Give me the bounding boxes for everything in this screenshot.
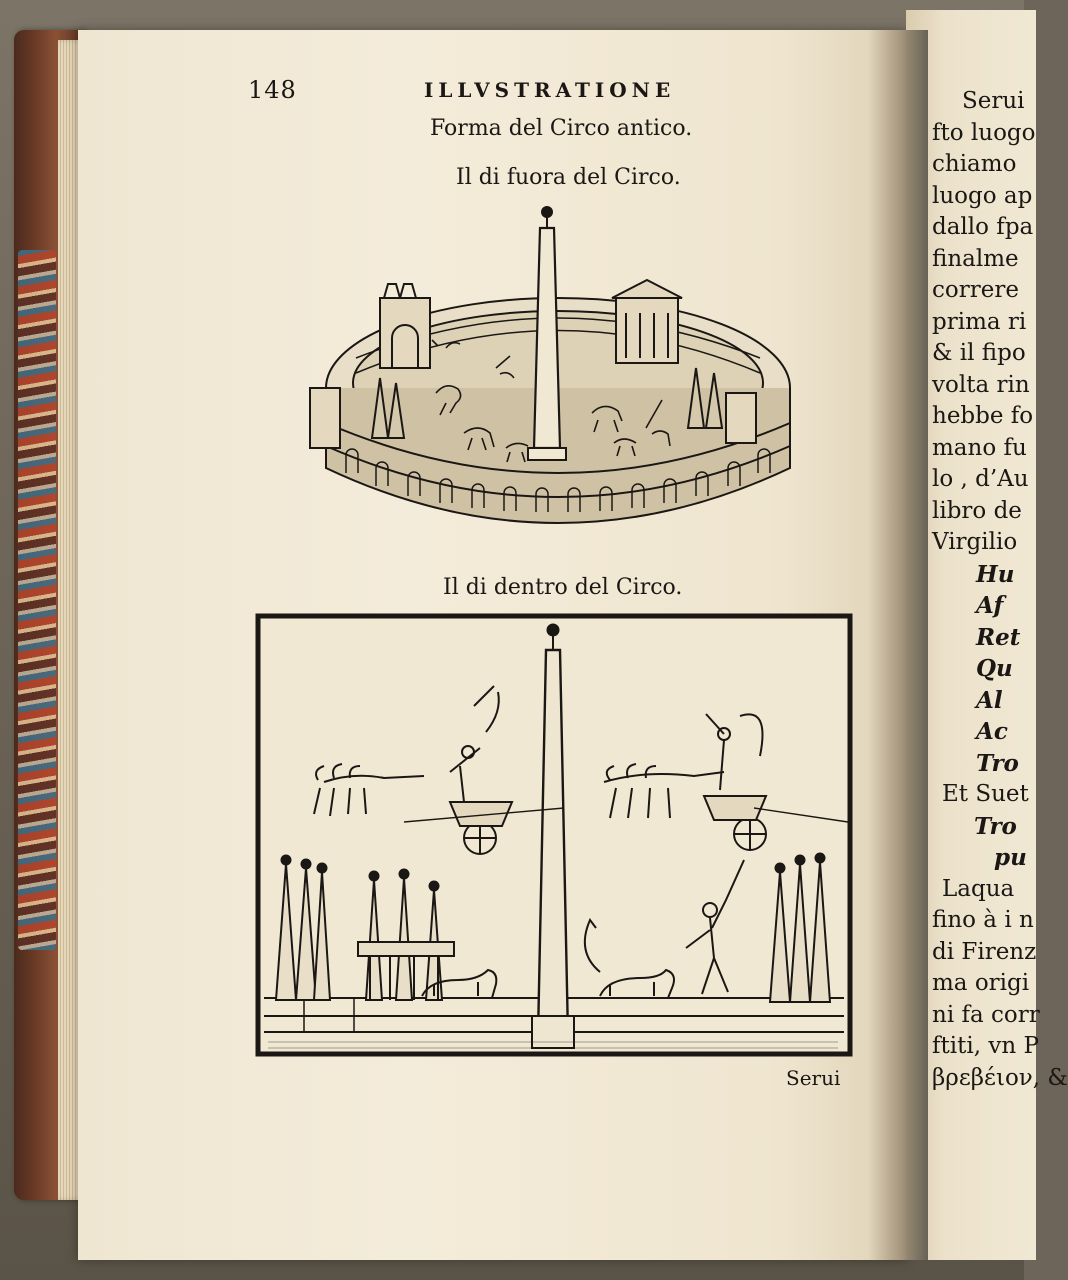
book-gutter	[868, 30, 928, 1260]
running-head	[248, 76, 728, 106]
text-line: βρεβέιον, &	[932, 1064, 1068, 1091]
text-line: luogo ap	[932, 182, 1033, 209]
verse-line: Hu	[976, 560, 1015, 588]
verse-line: Ret	[976, 623, 1021, 651]
text-line: ftiti, vn P	[932, 1033, 1039, 1059]
text-line: prima ri	[932, 308, 1027, 335]
verse-line: Qu	[976, 655, 1013, 682]
text-line: fino à i n	[932, 907, 1034, 933]
marbled-endpaper	[18, 250, 56, 950]
running-title: ILLVSTRATIONE	[424, 78, 676, 102]
verse-line: Af	[976, 592, 1004, 619]
page-number: 148	[248, 76, 297, 104]
text-line: libro de	[932, 497, 1022, 524]
text-line: correre	[932, 277, 1019, 303]
verse-line: pu	[994, 844, 1027, 871]
text-line: chiamo	[932, 151, 1017, 177]
text-line: ni fa corr	[932, 1001, 1040, 1028]
text-line: & il fipo	[932, 340, 1026, 366]
verse-line: Al	[976, 686, 1003, 714]
text-line: Serui	[962, 88, 1025, 114]
text-line: ma origi	[932, 970, 1030, 996]
circus-exterior-woodcut	[296, 198, 826, 548]
text-line: finalme	[932, 245, 1019, 272]
text-line: lo , d’Au	[932, 466, 1029, 492]
outside-caption: Il di fuora del Circo.	[456, 165, 681, 190]
text-line: hebbe fo	[932, 403, 1034, 429]
text-line: volta rin	[932, 371, 1030, 398]
verse-line: Tro	[976, 749, 1019, 777]
main-caption: Forma del Circo antico.	[430, 116, 693, 141]
text-line: mano fu	[932, 434, 1027, 461]
verse-line: Ac	[976, 718, 1008, 745]
facing-page-text	[932, 86, 1068, 1094]
text-line: Virgilio	[932, 529, 1018, 555]
inside-caption: Il di dentro del Circo.	[443, 575, 683, 600]
text-line: dallo fpa	[932, 214, 1034, 240]
text-line: Laqua	[942, 875, 1015, 902]
circus-interior-woodcut	[254, 612, 854, 1058]
verse-line: Tro	[974, 812, 1017, 840]
catchword: Serui	[786, 1066, 841, 1090]
text-line: di Firenz	[932, 938, 1037, 965]
text-line: Et Suet	[942, 781, 1029, 807]
text-line: fto luogo	[932, 119, 1036, 146]
